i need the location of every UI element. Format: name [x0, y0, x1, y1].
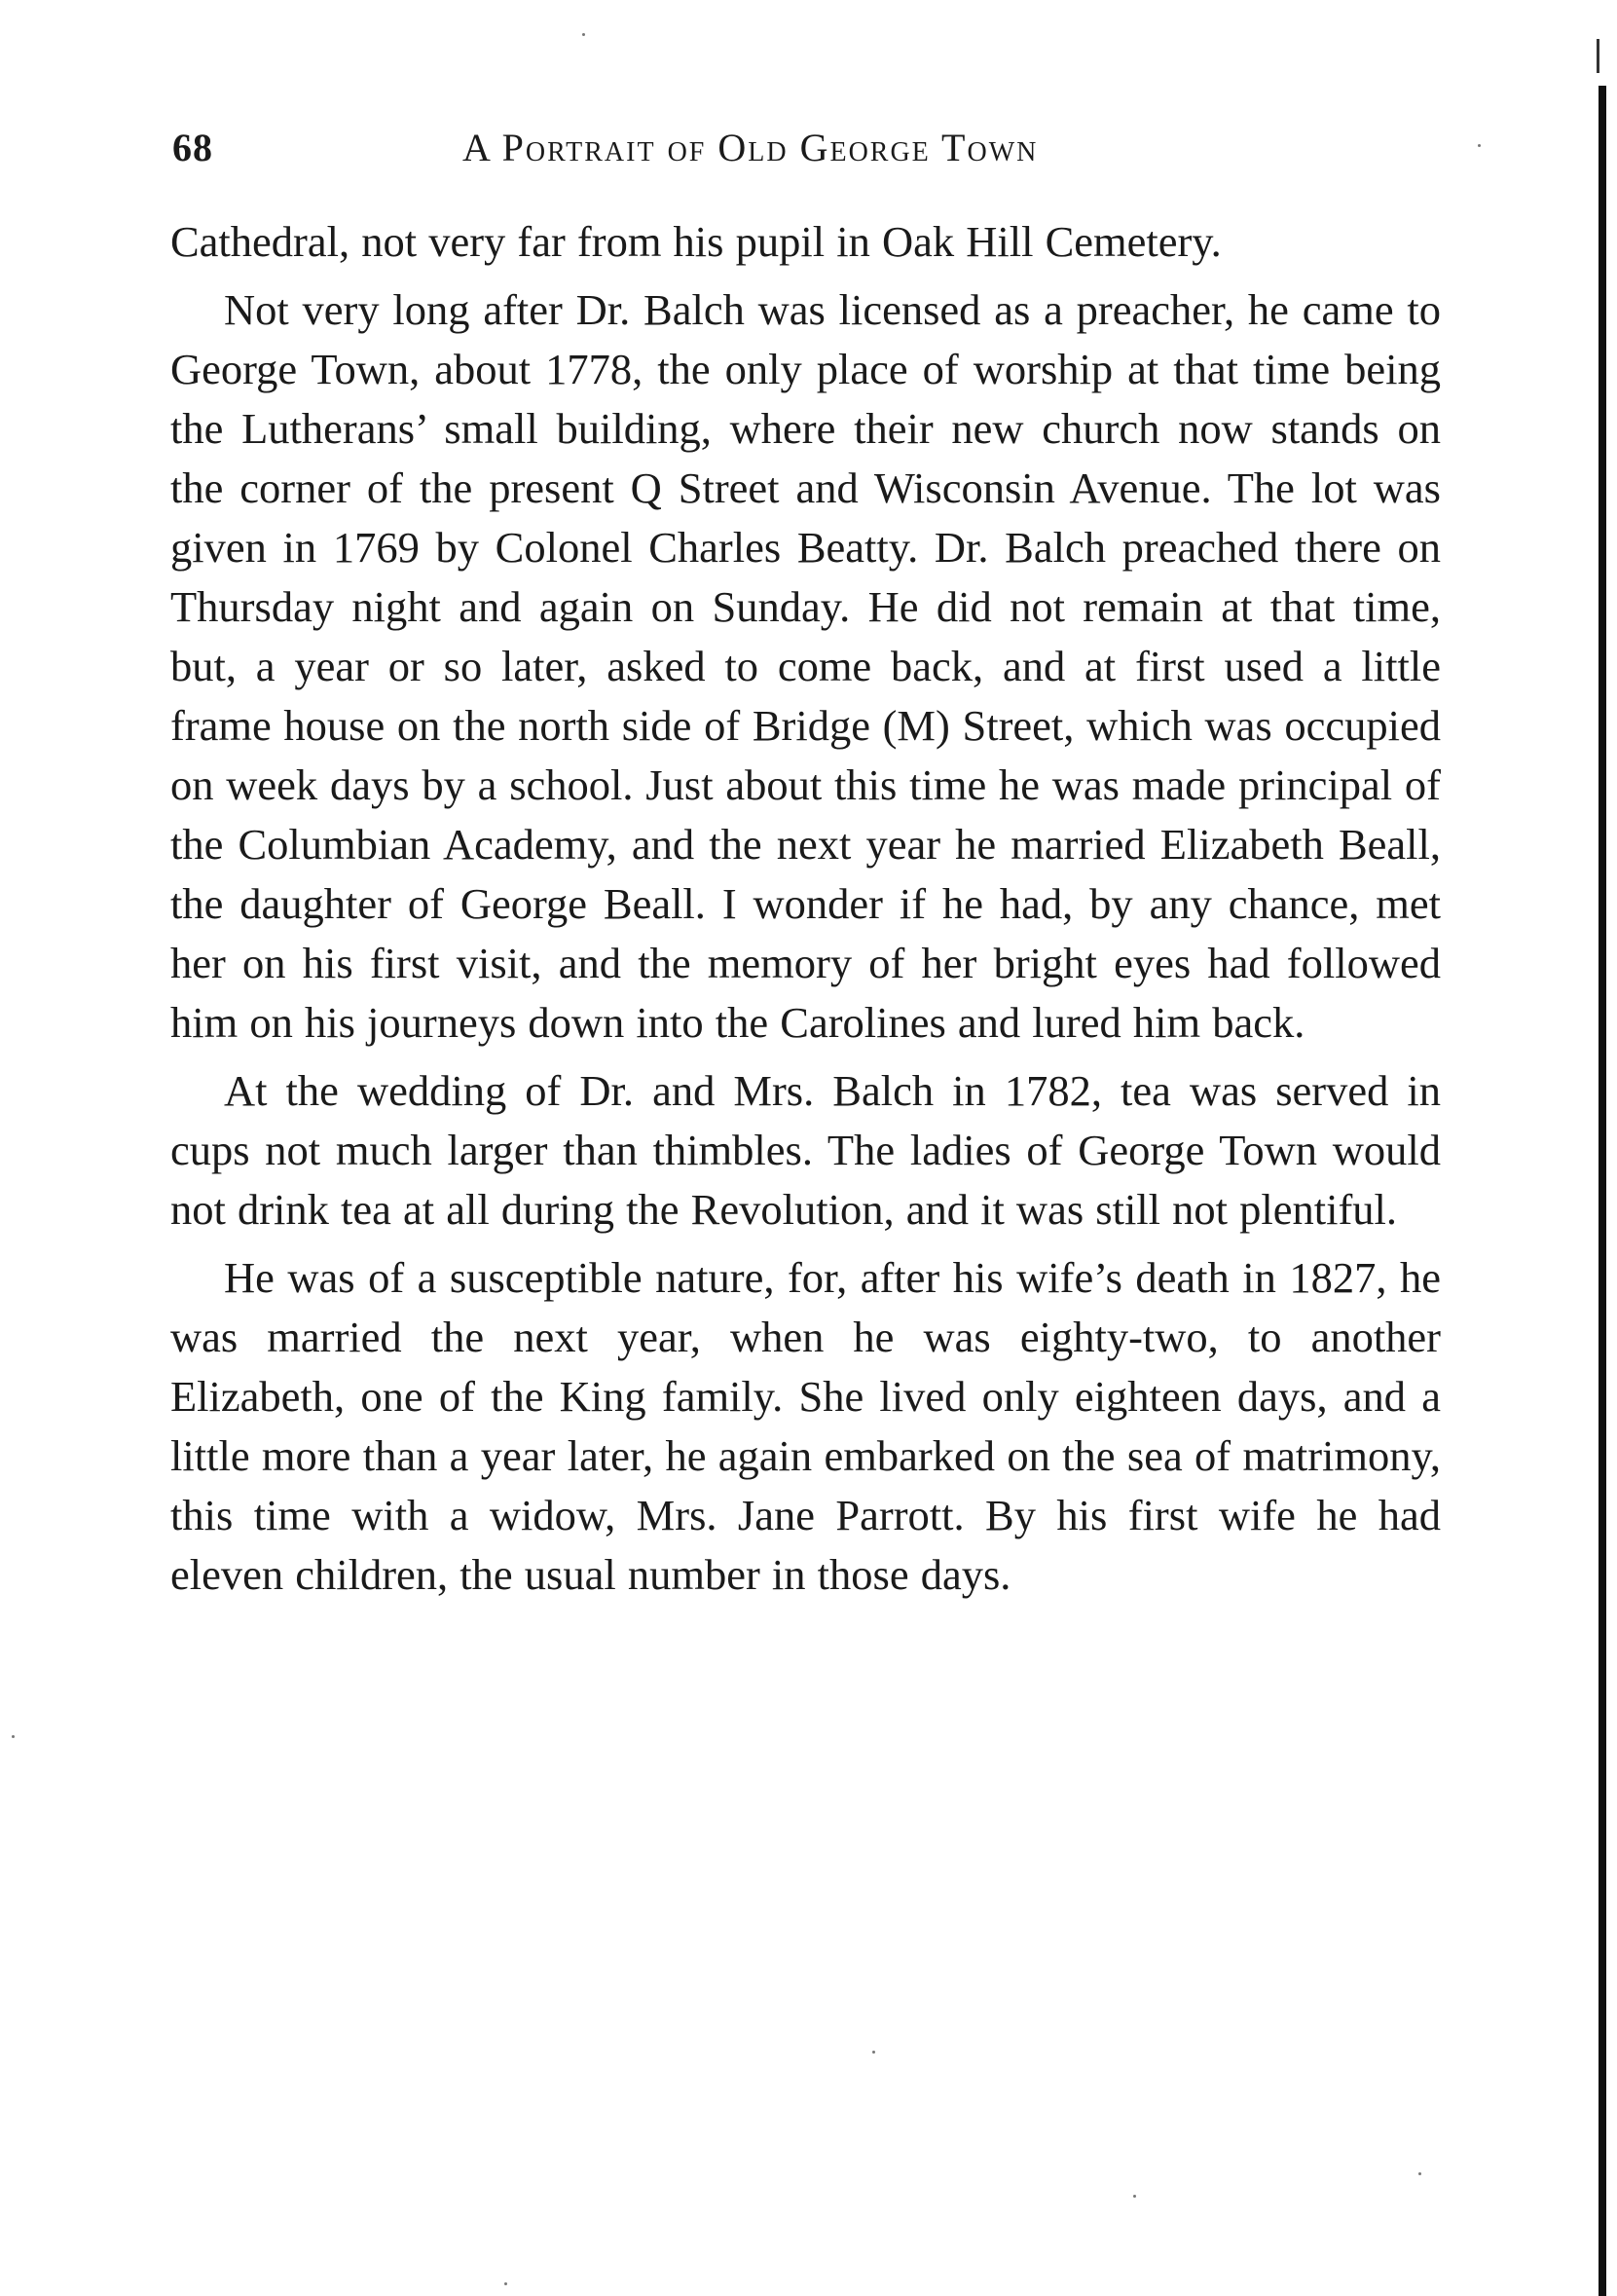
paragraph-later-marriages: He was of a susceptible nature, for, after his wife’s death in 1827, he was married the next year, when he was eighty-two, to another Elizabeth, one of the King family. She lived only eighteen days, and a little more than a year later, he again embarked on the sea of matrimony, this time with a widow, Mrs. Jane Parrott. By his first wife he had eleven children, the usual number in those days.: [170, 1253, 1441, 1599]
page-number: 68: [172, 126, 213, 169]
paragraph-wedding-tea: At the wedding of Dr. and Mrs. Balch in 1782, tea was served in cups not much larger than thimbles. The ladies of George Town would not drink tea at all during the Revolution, and it was still not plentiful.: [170, 1066, 1441, 1234]
scan-speck: [582, 33, 585, 36]
scan-speck: [12, 1735, 15, 1738]
scan-gutter-edge: [1599, 86, 1606, 2296]
scan-speck: [1418, 2172, 1421, 2175]
paragraph-balch-arrival: Not very long after Dr. Balch was licensed as a preacher, he came to George Town, about 1778, the only place of worship at that time being the Lutherans’ small building, where their new church now stands on the corner of the present Q Street and Wisconsin Avenue. The lot was given in 1769 by Colonel Charles Beatty. Dr. Balch preached there on Thursday night and again on Sunday. He did not remain at that time, but, a year or so later, asked to come back, and at first used a little frame house on the north side of Bridge (M) Street, which was occupied on week days by a school. Just about this time he was made principal of the Columbian Academy, and the next year he married Elizabeth Beall, the daughter of George Beall. I wonder if he had, by any chance, met her on his first visit, and the memory of her bright eyes had followed him on his journeys down into the Carolines and lured him back.: [170, 285, 1441, 1047]
scan-speck: [504, 2282, 507, 2285]
running-head: [170, 117, 1441, 185]
body-text: [170, 212, 1441, 1605]
scan-speck: [872, 2051, 875, 2054]
scan-speck: [1478, 144, 1481, 147]
running-title: A Portrait of Old George Town: [462, 126, 1039, 169]
scan-speck: [1133, 2195, 1136, 2198]
scan-gutter-mark: [1597, 39, 1599, 73]
paragraph-continuation: Cathedral, not very far from his pupil in Oak Hill Cemetery.: [170, 217, 1222, 266]
